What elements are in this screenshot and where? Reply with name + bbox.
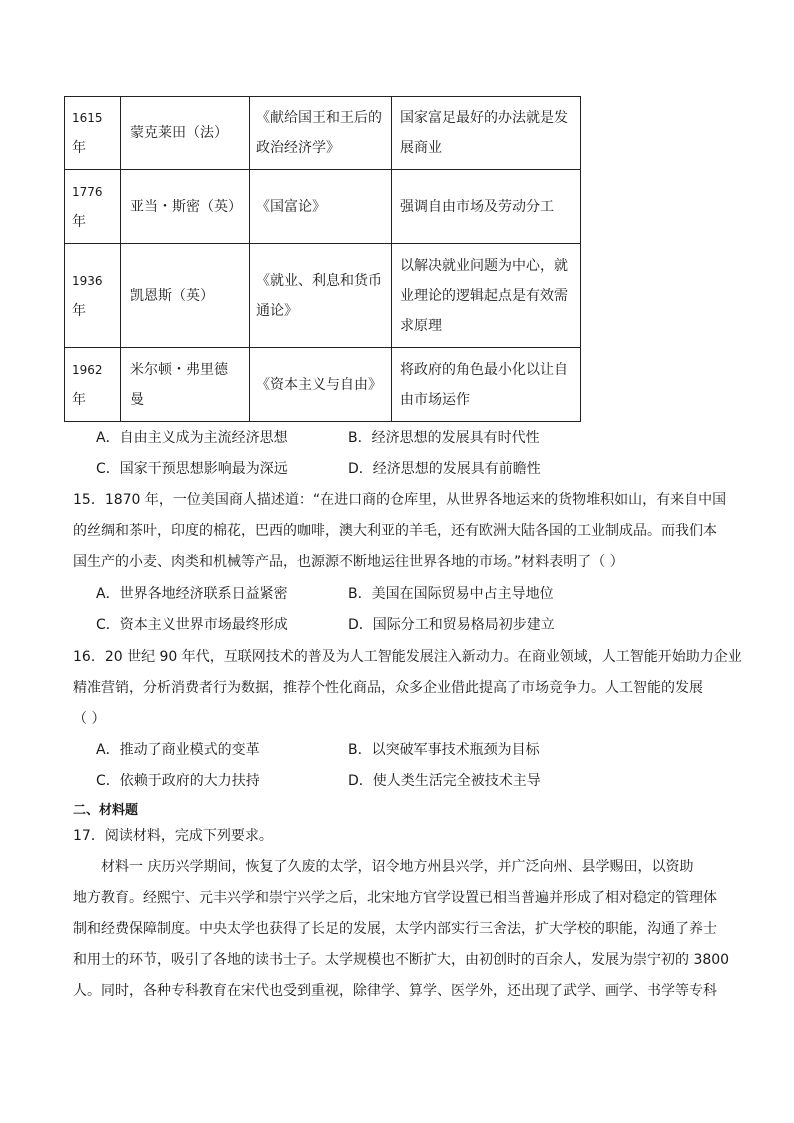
person-cell: 蒙克莱田（法） [121, 97, 250, 170]
q16-option-c: C．依赖于政府的大力扶持 [96, 773, 260, 789]
q14-option-b: B．经济思想的发展具有时代性 [348, 430, 540, 446]
idea-cell: 将政府的角色最小化以让自 由市场运作 [392, 348, 581, 422]
q16-option-a: A．推动了商业模式的变革 [96, 742, 260, 758]
q17-material-line1: 材料一 庆历兴学期间，恢复了久废的太学，诏令地方州县兴学，并广泛向州、县学赐田，以资助 [101, 859, 694, 875]
book-cell: 《就业、利息和货币 通论》 [250, 244, 392, 348]
person-cell: 亚当・斯密（英） [121, 170, 250, 244]
idea-cell: 强调自由市场及劳动分工 [392, 170, 581, 244]
q15-option-a: A．世界各地经济联系日益紧密 [96, 586, 288, 602]
q15-option-d: D．国际分工和贸易格局初步建立 [348, 617, 555, 633]
book-cell: 《资本主义与自由》 [250, 348, 392, 422]
year-cell: 1962 年 [65, 348, 121, 422]
section-title: 二、材料题 [73, 803, 139, 818]
table-row [65, 170, 581, 244]
economists-table [64, 96, 581, 422]
year-cell: 1776 年 [65, 170, 121, 244]
q14-option-d: D．经济思想的发展具有前瞻性 [348, 461, 541, 477]
q16-stem-line1: 16．20 世纪 90 年代，互联网技术的普及为人工智能发展注入新动力。在商业领域，人工智能开始助力企业 [73, 649, 742, 665]
q15-option-c: C．资本主义世界市场最终形成 [96, 617, 288, 633]
q16-stem-line2: 精准营销，分析消费者行为数据，推荐个性化商品，众多企业借此提高了市场竞争力。人工智能的发展 [73, 680, 703, 696]
book-cell: 《献给国王和王后的 政治经济学》 [250, 97, 392, 170]
q15-stem-line2: 的丝绸和茶叶，印度的棉花，巴西的咖啡，澳大利亚的羊毛，还有欧洲大陆各国的工业制成品。而我们本 [73, 523, 717, 539]
person-cell: 米尔顿・弗里德曼 [121, 348, 250, 422]
book-cell: 《国富论》 [250, 170, 392, 244]
idea-cell: 国家富足最好的办法就是发 展商业 [392, 97, 581, 170]
q14-option-a: A．自由主义成为主流经济思想 [96, 430, 288, 446]
q15-option-b: B．美国在国际贸易中占主导地位 [348, 586, 554, 602]
person-cell: 凯恩斯（英） [121, 244, 250, 348]
q16-option-b: B．以突破军事技术瓶颈为目标 [348, 742, 540, 758]
q14-option-c: C．国家干预思想影响最为深远 [96, 461, 288, 477]
q17-intro: 17．阅读材料，完成下列要求。 [73, 828, 273, 844]
q16-stem-line3: （ ） [73, 711, 106, 727]
q17-material-line5: 人。同时，各种专科教育在宋代也受到重视，除律学、算学、医学外，还出现了武学、画学、书学等专科 [73, 983, 717, 999]
idea-cell: 以解决就业问题为中心，就 业理论的逻辑起点是有效需 求原理 [392, 244, 581, 348]
q17-material-line4: 和用士的环节，吸引了各地的读书士子。太学规模也不断扩大，由初创时的百余人，发展为崇宁初的 3800 [73, 952, 730, 968]
q17-material-line2: 地方教育。经熙宁、元丰兴学和崇宁兴学之后，北宋地方官学设置已相当普遍并形成了相对稳定的管理体 [73, 890, 717, 906]
year-cell: 1936 年 [65, 244, 121, 348]
table-row [65, 97, 581, 170]
table-row [65, 348, 581, 422]
q15-stem-line3: 国生产的小麦、肉类和机械等产品，也源源不断地运往世界各地的市场。”材料表明了（ ） [73, 554, 624, 570]
q17-material-line3: 制和经费保障制度。中央太学也获得了长足的发展，太学内部实行三舍法，扩大学校的职能，沟通了养士 [73, 921, 717, 937]
q16-option-d: D．使人类生活完全被技术主导 [348, 773, 541, 789]
year-cell: 1615 年 [65, 97, 121, 170]
table-row [65, 244, 581, 348]
q15-stem-line1: 15．1870 年，一位美国商人描述道：“在进口商的仓库里，从世界各地运来的货物堆积如山，有来自中国 [73, 492, 727, 508]
